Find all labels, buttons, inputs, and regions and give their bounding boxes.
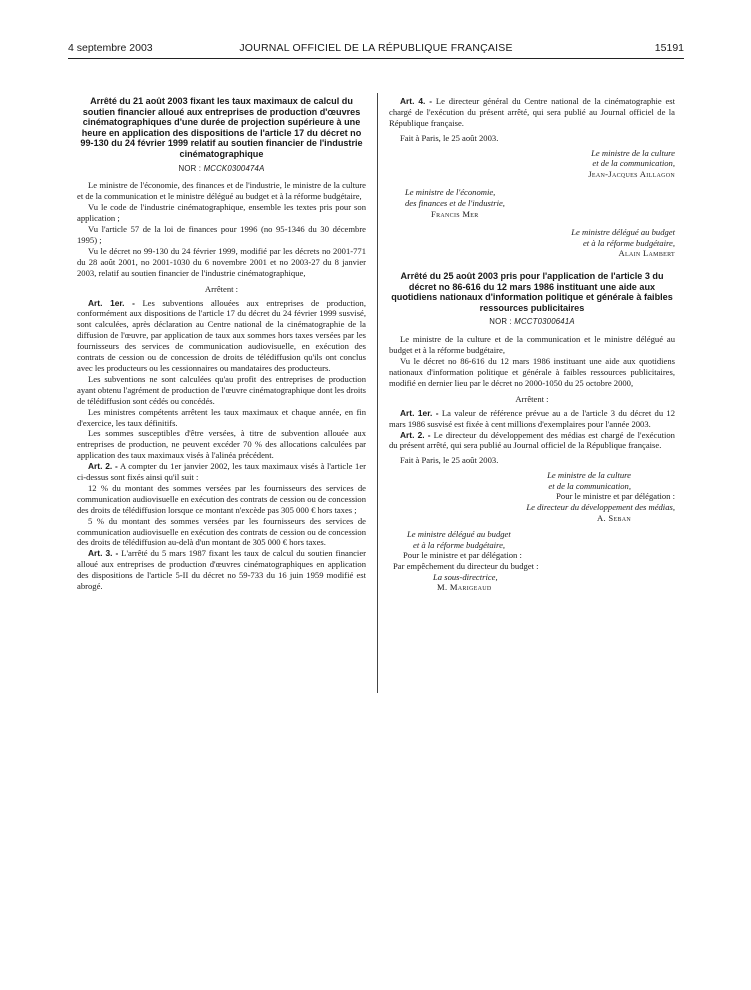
nor-reference-2: [389, 317, 675, 328]
signing-place-date: Fait à Paris, le 25 août 2003.: [400, 455, 499, 466]
nor-code: MCCT0300641A: [514, 317, 575, 327]
signature-economy-minister: Le ministre de l'économie, des finances et de l'industrie, Francis Mer: [405, 187, 675, 219]
signatory-name: Francis Mer: [431, 208, 479, 219]
header-divider: [68, 58, 684, 59]
article-1-paragraph: Les subventions ne sont calculées qu'au profit des entreprises de production ayant obtenu l'agrément de production de l'œuvre cinématographique dont les droits de télédiffusion sont cédés ou concédés.: [77, 373, 366, 406]
article-2-label: Art. 2. -: [400, 429, 431, 440]
visa-paragraph: Le ministre de la culture et de la communication et le ministre délégué au budget et à la réforme budgétaire,: [389, 334, 675, 356]
left-column: [77, 96, 366, 592]
article-1-label: Art. 1er. -: [400, 407, 439, 418]
signatory-name: Jean-Jacques Aillagon: [588, 168, 675, 179]
spacer: [389, 263, 675, 271]
signature-culture-minister: Le ministre de la culture et de la communication, Jean-Jacques Aillagon: [389, 148, 675, 180]
decree-title-2: Arrêté du 25 août 2003 pris pour l'application de l'article 3 du décret no 86-616 du 12 mars 1986 instituant une aide aux quotidiens nationaux d'information politique et générale à faibles ressources publicitaires: [391, 270, 673, 313]
visa-paragraph: Vu l'article 57 de la loi de finances pour 1996 (no 95-1346 du 30 décembre 1995) ;: [77, 224, 366, 245]
page-header: [68, 42, 684, 58]
visa-paragraph: Vu le décret no 86-616 du 12 mars 1986 instituant une aide aux quotidiens nationaux d'information politique et générale à faibles ressources publicitaires, modifié en dernier lieu par le décret no 2000-1050 du 25 octobre 2000,: [389, 356, 675, 388]
signing-place-date: Fait à Paris, le 25 août 2003.: [400, 132, 499, 143]
article-3-paragraph: Art. 3. - L'arrêté du 5 mars 1987 fixant les taux de calcul du soutien financier alloué aux entreprises de production d'œuvres cinématographiques en application des dispositions de l'article 5-II du décret no 59-733 du 16 juin 1959 modifié est abrogé.: [77, 548, 366, 592]
signature-culture-minister-2: Le ministre de la culture et de la communication, Pour le ministre et par délégation : Le directeur du développement des médias, A. Seban: [389, 470, 675, 523]
article-1-paragraph: Les ministres compétents arrêtent les taux maximaux et chaque année, en fin d'exercice, les taux définitifs.: [77, 406, 366, 428]
page-number: 15191: [654, 42, 684, 54]
signature-budget-minister: Le ministre délégué au budget et à la réforme budgétaire, Alain Lambert: [389, 227, 675, 259]
publication-date: 4 septembre 2003: [68, 42, 153, 54]
article-2-paragraph: Art. 2. - Le directeur du développement des médias est chargé de l'exécution du présent arrêté, qui sera publié au Journal officiel de la République française.: [389, 429, 675, 451]
decree-title-1: Arrêté du 21 août 2003 fixant les taux maximaux de calcul du soutien financier alloué aux entreprises de production d'œuvres cinématographiques d'une durée de projection supérieure à une heure en application des dispositions de l'article 17 du décret no 99-130 du 24 février 1999 relatif au soutien financier de l'industrie cinématographique: [80, 96, 363, 159]
article-2-paragraph: 5 % du montant des sommes versées par les fournisseurs des services de communication audiovisuelle en exécution des contrats de cession ou de concession des droits de télédiffusion au-delà d'un montant de 305 000 € hors taxes.: [77, 515, 366, 548]
article-1-paragraph: Art. 1er. - La valeur de référence prévue au a de l'article 3 du décret du 12 mars 1986 susvisé est fixée à cent millions d'exemplaires pour l'année 2003.: [389, 407, 675, 429]
article-3-label: Art. 3. -: [88, 548, 119, 559]
visa-paragraph: Vu le décret no 99-130 du 24 février 1999, modifié par les décrets no 2001-771 du 28 août 2001, no 2001-1030 du 6 novembre 2001 et no 2003-27 du 8 janvier 2003, relatif au soutien financier de l'industrie cinématographique,: [77, 245, 366, 278]
article-2-paragraph: 12 % du montant des sommes versées par les fournisseurs des services de communication audiovisuelle en exécution des contrats de cession ou de concession des droits de télédiffusion lorsque ce montant n'excède pas 305 000 € hors taxes ;: [77, 482, 366, 515]
article-2-label: Art. 2. -: [88, 461, 118, 472]
nor-code: MCCK0300474A: [203, 163, 265, 173]
article-2-paragraph: Art. 2. - A compter du 1er janvier 2002, les taux maximaux visés à l'article 1er ci-dessus sont fixés ainsi qu'il suit :: [77, 461, 366, 483]
nor-label: NOR :: [489, 317, 512, 327]
article-1-label: Art. 1er. -: [88, 297, 135, 308]
article-1-paragraph: Art. 1er. - Les subventions allouées aux entreprises de production, conformément aux dispositions de l'article 17 du décret du 24 février 1999 susvisé, sont calculées, après déclaration au Centre national de la cinématographie de la diffusion de l'œuvre, par application de taux aux sommes hors taxes versées par les fournisseurs des services de communication audiovisuelle, en exécution des contrats de cession ou de concession de droits de télédiffusion qu'ils ont conclus avec les producteurs ou les cessionnaires ou mandataires des producteurs.: [77, 297, 367, 373]
signatory-name: Alain Lambert: [618, 248, 675, 259]
journal-title: JOURNAL OFFICIEL DE LA RÉPUBLIQUE FRANÇAISE: [239, 42, 513, 54]
signatory-name: M. Marigeaud: [437, 582, 492, 593]
column-divider: [377, 93, 378, 693]
arretent-heading: Arrêtent :: [204, 283, 239, 294]
visa-paragraph: Le ministre de l'économie, des finances et de l'industrie, le ministre de la culture et de la communication et le ministre délégué au budget et à la réforme budgétaire,: [77, 180, 366, 202]
nor-label: NOR :: [178, 163, 202, 173]
arretent-heading: Arrêtent :: [515, 393, 549, 404]
right-column: [389, 96, 675, 597]
nor-reference-1: [77, 164, 366, 175]
article-4-paragraph: Art. 4. - Le directeur général du Centre national de la cinématographie est chargé de l'exécution du présent arrêté, qui sera publié au Journal officiel de la République française.: [389, 96, 675, 128]
signature-budget-minister-2: Le ministre délégué au budget et à la réforme budgétaire, Pour le ministre et par délégation : Par empêchement du directeur du budget : La sous-directrice, M. Marigeaud: [393, 529, 675, 593]
visa-paragraph: Vu le code de l'industrie cinématographique, ensemble les textes pris pour son application ;: [77, 202, 366, 224]
article-1-paragraph: Les sommes susceptibles d'être versées, à titre de subvention allouée aux entreprises de production, ne peuvent excéder 70 % des allocations calculées par application des taux maximaux visés à l'alinéa précédent.: [77, 428, 366, 461]
article-4-label: Art. 4. -: [400, 96, 433, 106]
signatory-name: A. Seban: [596, 512, 631, 523]
